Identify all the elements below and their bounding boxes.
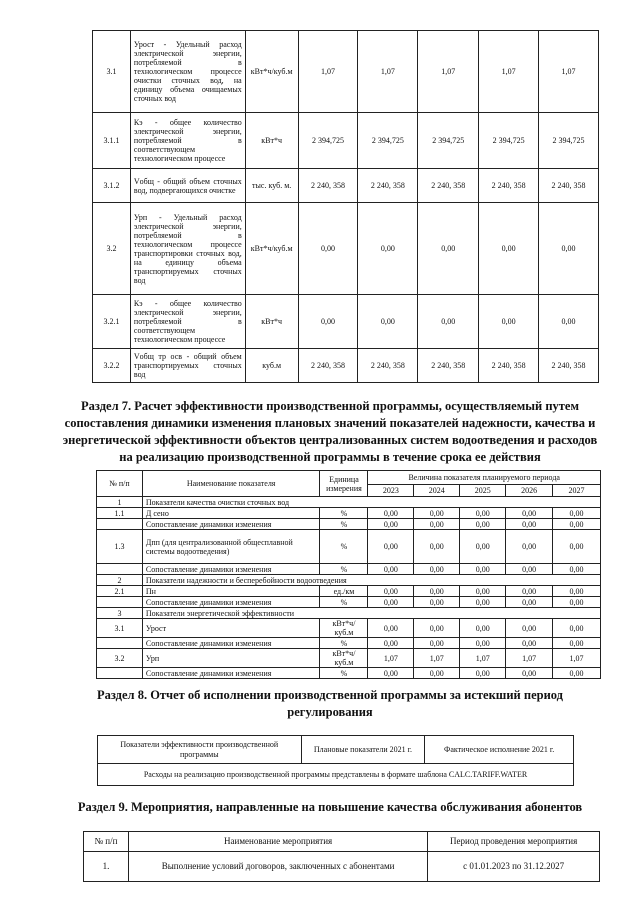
row-unit: %: [320, 597, 368, 608]
row-description: Кэ - общее количество электрической энергии, потребляемой в соответствующем технологическом процессе: [130, 113, 245, 169]
table-row: [97, 564, 601, 575]
value-cell: 2 394,725: [298, 113, 358, 169]
value-cell: 0,00: [553, 668, 601, 679]
value-cell: 0,00: [479, 203, 539, 295]
report-note: Расходы на реализацию производственной программы представлены в формате шаблона CALC.TARIFF.WATER: [98, 764, 574, 786]
value-cell: 0,00: [414, 564, 460, 575]
indicators-table-body: [93, 31, 599, 383]
row-unit: кВт*ч/куб.м: [320, 619, 368, 638]
value-cell: 0,00: [460, 668, 506, 679]
header-period: Величина показателя планируемого периода: [368, 471, 601, 485]
row-number: 1.1: [97, 508, 143, 519]
header-measure: Наименование мероприятия: [128, 832, 427, 852]
value-cell: 0,00: [506, 519, 553, 530]
value-cell: 0,00: [479, 295, 539, 349]
header-period: Период проведения мероприятия: [428, 832, 600, 852]
table-row: [97, 519, 601, 530]
value-cell: 0,00: [358, 203, 418, 295]
value-cell: 0,00: [553, 586, 601, 597]
row-number: 3.2.1: [93, 295, 131, 349]
row-number: 3.2.2: [93, 349, 131, 383]
value-cell: 0,00: [368, 519, 414, 530]
value-cell: 0,00: [460, 638, 506, 649]
value-cell: 0,00: [418, 203, 479, 295]
section-7-title: Раздел 7. Расчет эффективности производственной программы, осуществляемый путем сопоставления динамики изменения плановых значений показателей надежности, качества и энергетической эффективности объектов централизованных систем водоотведения и расходов на реализацию производственной программы в течение срока ее действия: [62, 399, 598, 464]
value-cell: 0,00: [506, 668, 553, 679]
table-row: [97, 530, 601, 564]
table-row: [97, 668, 601, 679]
efficiency-table-body: [97, 497, 601, 679]
row-name: Пн: [142, 586, 320, 597]
header-actual: Фактическое исполнение 2021 г.: [425, 736, 574, 764]
table-row: [93, 295, 599, 349]
row-name: Сопоставление динамики изменения: [142, 564, 320, 575]
value-cell: 2 240, 358: [479, 349, 539, 383]
row-number: 3.2: [97, 649, 143, 668]
value-cell: 0,00: [506, 508, 553, 519]
value-cell: 0,00: [506, 619, 553, 638]
row-unit: тыс. куб. м.: [245, 169, 298, 203]
header-unit: Единица измерения: [320, 471, 368, 497]
value-cell: 2 240, 358: [358, 349, 418, 383]
row-description: Vобщ - общий объем сточных вод, подвергающихся очистке: [130, 169, 245, 203]
value-cell: 2 240, 358: [298, 169, 358, 203]
row-number: [97, 519, 143, 530]
row-number: 2.1: [97, 586, 143, 597]
table-row: [97, 586, 601, 597]
report-table-body: [98, 736, 574, 786]
value-cell: 0,00: [506, 638, 553, 649]
value-cell: 0,00: [368, 586, 414, 597]
row-number: 3.1: [93, 31, 131, 113]
header-year: 2025: [460, 485, 506, 497]
section-9-title: Раздел 9. Мероприятия, направленные на повышение качества обслуживания абонентов: [77, 800, 583, 814]
row-measure: Выполнение условий договоров, заключенных с абонентами: [128, 852, 427, 882]
row-unit: кВт*ч: [245, 113, 298, 169]
value-cell: 0,00: [368, 564, 414, 575]
row-number: 1.3: [97, 530, 143, 564]
header-year: 2024: [414, 485, 460, 497]
value-cell: 0,00: [506, 586, 553, 597]
row-unit: %: [320, 564, 368, 575]
value-cell: 1,07: [358, 31, 418, 113]
value-cell: 0,00: [414, 508, 460, 519]
value-cell: 0,00: [460, 597, 506, 608]
row-description: Vобщ тр осв - общий объем транспортируемых сточных вод: [130, 349, 245, 383]
value-cell: 2 394,725: [418, 113, 479, 169]
value-cell: 1,07: [539, 31, 599, 113]
header-num: № п/п: [84, 832, 129, 852]
group-label: Показатели качества очистки сточных вод: [142, 497, 600, 508]
row-unit: кВт*ч: [245, 295, 298, 349]
value-cell: 2 240, 358: [418, 169, 479, 203]
value-cell: 0,00: [368, 597, 414, 608]
value-cell: 0,00: [553, 508, 601, 519]
value-cell: 0,00: [414, 530, 460, 564]
value-cell: 2 240, 358: [479, 169, 539, 203]
indicators-table: [92, 30, 599, 383]
row-name: Сопоставление динамики изменения: [142, 597, 320, 608]
value-cell: 0,00: [553, 564, 601, 575]
value-cell: 1,07: [418, 31, 479, 113]
table-row: [97, 597, 601, 608]
value-cell: 0,00: [414, 638, 460, 649]
row-name: Урост: [142, 619, 320, 638]
row-unit: %: [320, 530, 368, 564]
table-row: [93, 203, 599, 295]
value-cell: 0,00: [298, 203, 358, 295]
value-cell: 0,00: [414, 668, 460, 679]
value-cell: 0,00: [358, 295, 418, 349]
table-row: [97, 649, 601, 668]
header-planned: Плановые показатели 2021 г.: [301, 736, 425, 764]
table-row: [97, 508, 601, 519]
row-number: 3.1: [97, 619, 143, 638]
value-cell: 0,00: [553, 638, 601, 649]
efficiency-table: [96, 470, 601, 679]
row-unit: ед./км: [320, 586, 368, 597]
row-description: Кэ - общее количество электрической энергии, потребляемой в соответствующем технологическом процессе: [130, 295, 245, 349]
value-cell: 0,00: [553, 530, 601, 564]
value-cell: 0,00: [553, 619, 601, 638]
value-cell: 2 240, 358: [539, 169, 599, 203]
row-name: Сопоставление динамики изменения: [142, 638, 320, 649]
value-cell: 0,00: [368, 508, 414, 519]
row-number: 3.2: [93, 203, 131, 295]
value-cell: 1,07: [298, 31, 358, 113]
value-cell: 0,00: [506, 597, 553, 608]
table-row: [93, 169, 599, 203]
row-number: 3.1.2: [93, 169, 131, 203]
value-cell: 0,00: [368, 668, 414, 679]
row-number: 3.1.1: [93, 113, 131, 169]
value-cell: 2 394,725: [539, 113, 599, 169]
table-row: [97, 638, 601, 649]
value-cell: 0,00: [414, 597, 460, 608]
table-row: [98, 764, 574, 786]
value-cell: 0,00: [414, 519, 460, 530]
efficiency-table-header: [97, 471, 601, 497]
value-cell: 2 240, 358: [298, 349, 358, 383]
value-cell: 0,00: [368, 619, 414, 638]
row-number: 1: [97, 497, 143, 508]
row-number: 3: [97, 608, 143, 619]
table-row: [93, 113, 599, 169]
value-cell: 0,00: [460, 530, 506, 564]
row-unit: %: [320, 508, 368, 519]
row-number: [97, 668, 143, 679]
group-row: [97, 497, 601, 508]
row-unit: куб.м: [245, 349, 298, 383]
row-name: Д сено: [142, 508, 320, 519]
row-unit: кВт*ч/куб.м: [320, 649, 368, 668]
row-description: Урп - Удельный расход электрической энергии, потребляемой в технологическом процессе транспортировки сточных вод, на единицу объема транспортируемых сточных вод: [130, 203, 245, 295]
value-cell: 2 240, 358: [358, 169, 418, 203]
value-cell: 2 240, 358: [539, 349, 599, 383]
value-cell: 0,00: [368, 530, 414, 564]
group-label: Показатели надежности и бесперебойности водоотведения: [142, 575, 600, 586]
row-name: Дпп (для централизованной общесплавной системы водоотведения): [142, 530, 320, 564]
value-cell: 2 394,725: [479, 113, 539, 169]
value-cell: 0,00: [418, 295, 479, 349]
value-cell: 0,00: [539, 203, 599, 295]
value-cell: 1,07: [479, 31, 539, 113]
value-cell: 0,00: [414, 586, 460, 597]
table-row: [93, 31, 599, 113]
value-cell: 1,07: [368, 649, 414, 668]
header-num: № п/п: [97, 471, 143, 497]
row-name: Урп: [142, 649, 320, 668]
value-cell: 2 240, 358: [418, 349, 479, 383]
row-unit: %: [320, 668, 368, 679]
value-cell: 0,00: [298, 295, 358, 349]
group-label: Показатели энергетической эффективности: [142, 608, 600, 619]
value-cell: 0,00: [553, 597, 601, 608]
row-number: [97, 638, 143, 649]
table-row: [84, 832, 600, 852]
group-row: [97, 608, 601, 619]
table-row: [84, 852, 600, 882]
value-cell: 1,07: [460, 649, 506, 668]
value-cell: 1,07: [414, 649, 460, 668]
value-cell: 1,07: [506, 649, 553, 668]
row-name: Сопоставление динамики изменения: [142, 519, 320, 530]
value-cell: 0,00: [506, 564, 553, 575]
value-cell: 0,00: [460, 519, 506, 530]
section-8-title: Раздел 8. Отчет об исполнении производственной программы за истекший период регулирования: [97, 688, 563, 719]
row-unit: %: [320, 638, 368, 649]
row-number: 1.: [84, 852, 129, 882]
measures-table-body: [84, 832, 600, 882]
row-number: [97, 597, 143, 608]
value-cell: 0,00: [460, 564, 506, 575]
row-number: 2: [97, 575, 143, 586]
table-row: [93, 349, 599, 383]
value-cell: 1,07: [553, 649, 601, 668]
group-row: [97, 575, 601, 586]
row-unit: кВт*ч/куб.м: [245, 203, 298, 295]
value-cell: 2 394,725: [358, 113, 418, 169]
header-year: 2023: [368, 485, 414, 497]
header-name: Наименование показателя: [142, 471, 320, 497]
value-cell: 0,00: [414, 619, 460, 638]
value-cell: 0,00: [368, 638, 414, 649]
measures-table: [83, 831, 600, 882]
row-description: Урост - Удельный расход электрической энергии, потребляемой в технологическом процессе очистки сточных вод, на единицу объема очищаемых сточных вод: [130, 31, 245, 113]
report-table: [97, 735, 574, 786]
value-cell: 0,00: [553, 519, 601, 530]
row-unit: кВт*ч/куб.м: [245, 31, 298, 113]
value-cell: 0,00: [460, 619, 506, 638]
table-row: [98, 736, 574, 764]
header-year: 2026: [506, 485, 553, 497]
row-period: с 01.01.2023 по 31.12.2027: [428, 852, 600, 882]
value-cell: 0,00: [539, 295, 599, 349]
value-cell: 0,00: [506, 530, 553, 564]
header-indicators: Показатели эффективности производственной программы: [98, 736, 302, 764]
value-cell: 0,00: [460, 508, 506, 519]
value-cell: 0,00: [460, 586, 506, 597]
row-unit: %: [320, 519, 368, 530]
row-name: Сопоставление динамики изменения: [142, 668, 320, 679]
header-year: 2027: [553, 485, 601, 497]
row-number: [97, 564, 143, 575]
table-row: [97, 619, 601, 638]
